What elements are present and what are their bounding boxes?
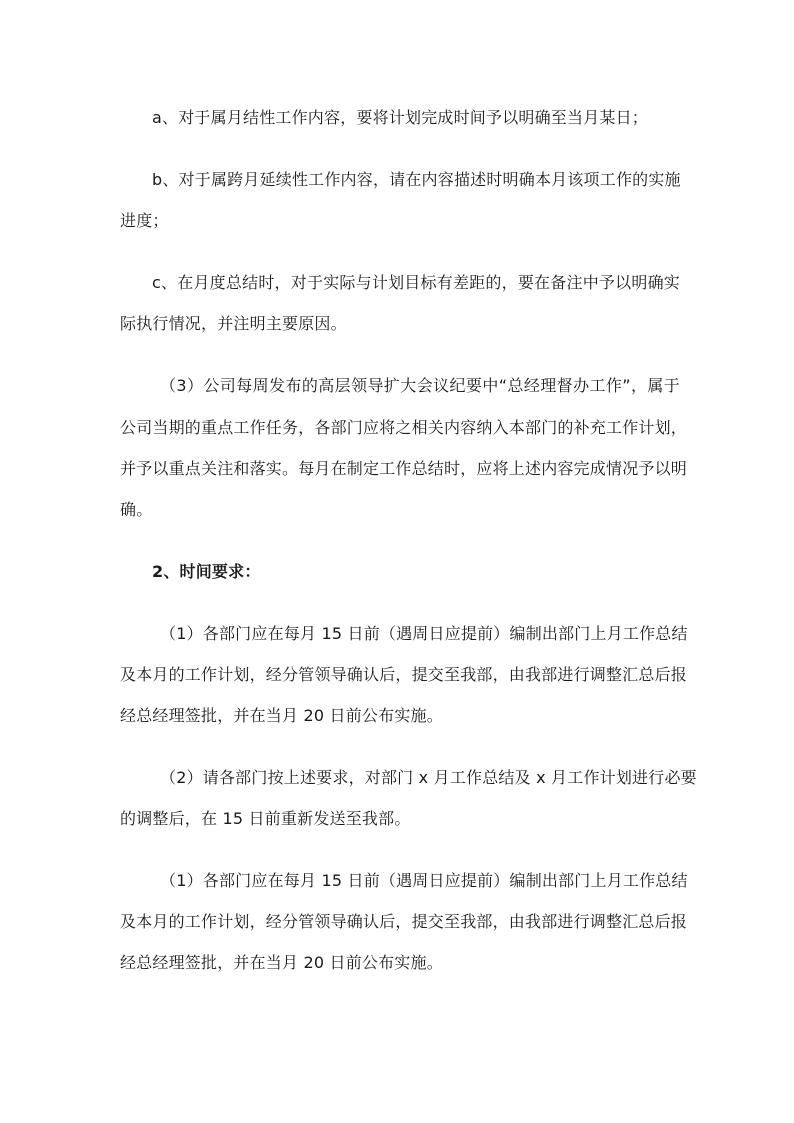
section-heading: 2、时间要求： [152, 562, 261, 581]
paragraph-b-line-1: b、对于属跨月延续性工作内容，请在内容描述时明确本月该项工作的实施 [152, 170, 681, 189]
time-1-line-3: 经总经理签批，并在当月 20 日前公布实施。 [120, 706, 443, 725]
time-2-line-1: （2）请各部门按上述要求，对部门 x 月工作总结及 x 月工作计划进行必要 [160, 768, 697, 787]
paragraph-b-line-2: 进度； [120, 211, 169, 230]
paragraph-3-line-1: （3）公司每周发布的高层领导扩大会议纪要中“总经理督办工作”，属于 [160, 376, 680, 395]
time-1-line-2: 及本月的工作计划，经分管领导确认后，提交至我部，由我部进行调整汇总后报 [120, 665, 688, 684]
paragraph-3-line-4: 确。 [120, 500, 153, 519]
paragraph-3-line-2: 公司当期的重点工作任务，各部门应将之相关内容纳入本部门的补充工作计划， [120, 418, 688, 437]
time-1-repeat-line-2: 及本月的工作计划，经分管领导确认后，提交至我部，由我部进行调整汇总后报 [120, 912, 688, 931]
paragraph-a-line-1: a、对于属月结性工作内容，要将计划完成时间予以明确至当月某日； [152, 108, 649, 127]
paragraph-3-line-3: 并予以重点关注和落实。每月在制定工作总结时，应将上述内容完成情况予以明 [120, 459, 688, 478]
time-1-repeat-line-1: （1）各部门应在每月 15 日前（遇周日应提前）编制出部门上月工作总结 [160, 871, 688, 890]
paragraph-c-line-1: c、在月度总结时，对于实际与计划目标有差距的，要在备注中予以明确实 [152, 273, 680, 292]
paragraph-c-line-2: 际执行情况，并注明主要原因。 [120, 314, 347, 333]
time-2-line-2: 的调整后，在 15 日前重新发送至我部。 [120, 809, 411, 828]
time-1-line-1: （1）各部门应在每月 15 日前（遇周日应提前）编制出部门上月工作总结 [160, 624, 688, 643]
time-1-repeat-line-3: 经总经理签批，并在当月 20 日前公布实施。 [120, 953, 443, 972]
